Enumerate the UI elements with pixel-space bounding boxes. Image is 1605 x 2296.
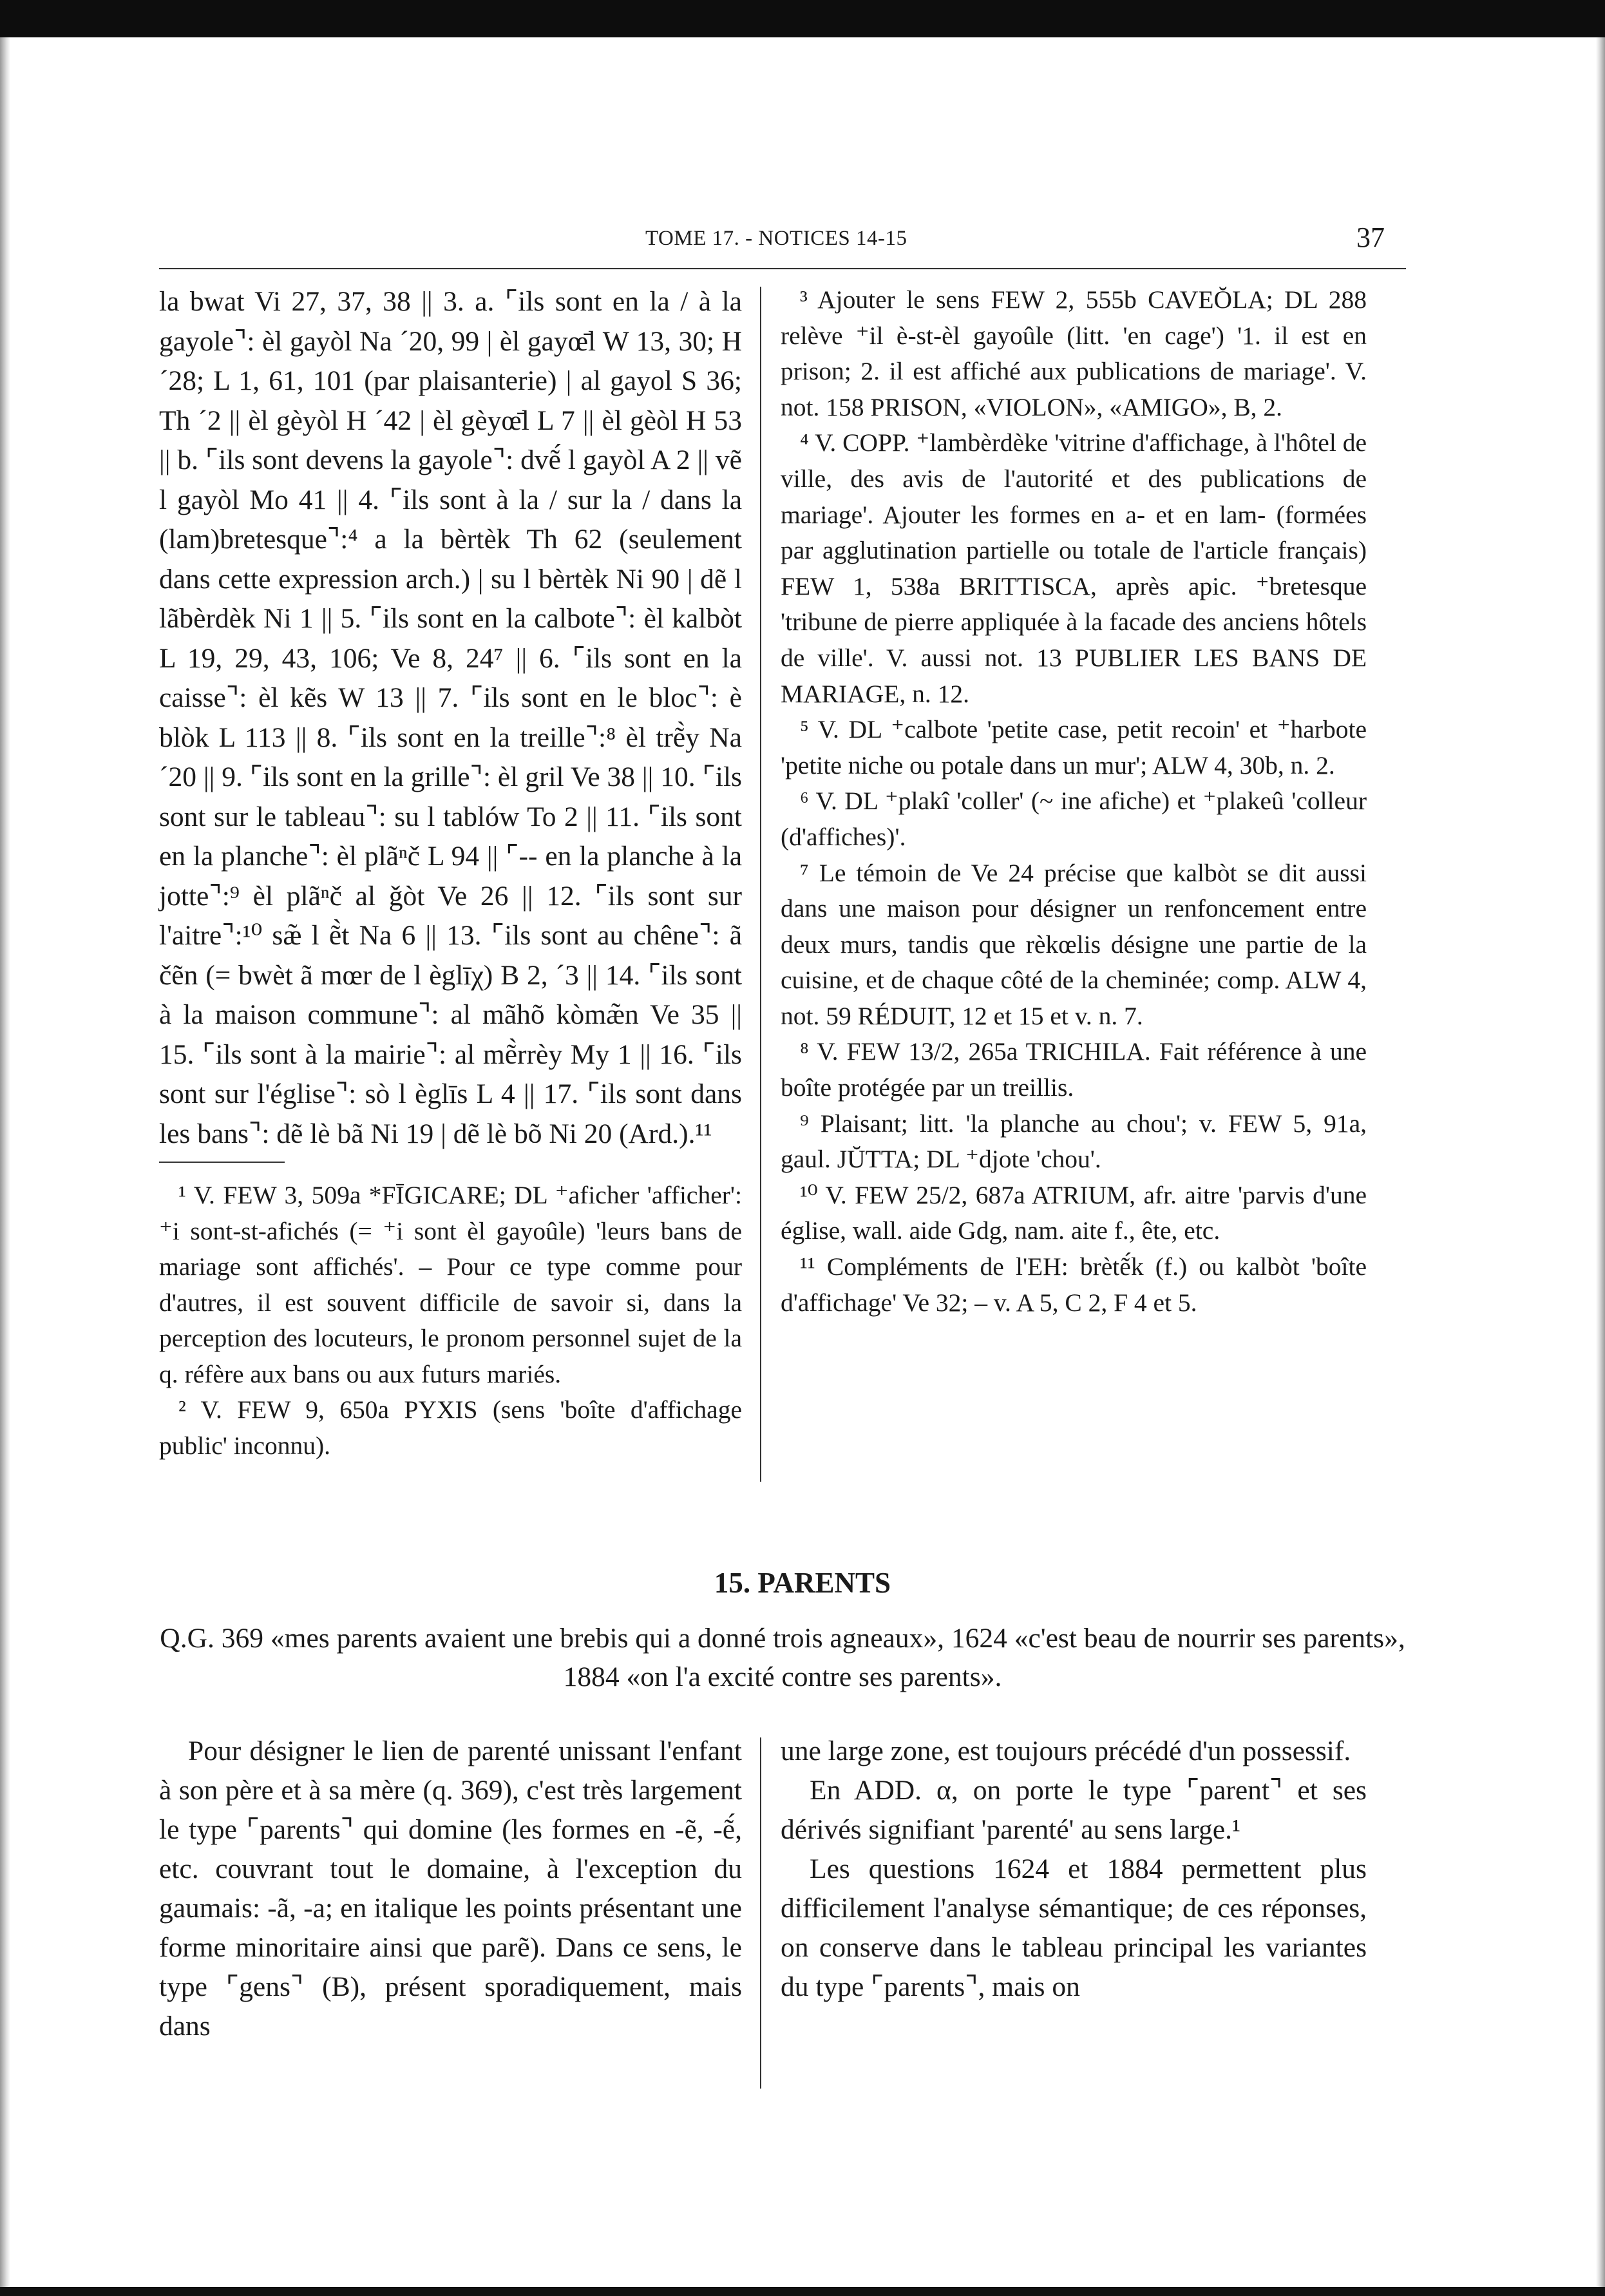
footnote-9: ⁹ Plaisant; litt. 'la planche au chou'; v. FEW 5, 91a, gaul. JŬTTA; DL ⁺djote 'chou'. (781, 1109, 1367, 1174)
left-column (159, 282, 742, 1154)
section-left-column (159, 1732, 742, 2046)
header-rule (159, 268, 1406, 269)
page-number: 37 (1356, 222, 1385, 253)
footnote-6: ⁶ V. DL ⁺plakî 'coller' (~ ine afiche) et ⁺plakeû 'colleur (d'affiches)'. (781, 787, 1367, 851)
footnote-8: ⁸ V. FEW 13/2, 265a TRICHILA. Fait référence à une boîte protégée par un treillis. (781, 1037, 1367, 1102)
section-paragraph-1-continuation: une large zone, est toujours précédé d'un possessif. (781, 1736, 1351, 1766)
scan-border-bottom (0, 2287, 1605, 2296)
footnote-rule (159, 1162, 285, 1163)
scan-border-right (1596, 37, 1605, 2287)
right-column-notes (781, 282, 1367, 1321)
footnote-11: ¹¹ Compléments de l'EH: brètẽ́k (f.) ou kalbòt 'boîte d'affichage' Ve 32; – v. A 5, C 2, F 4 et 5. (781, 1252, 1367, 1317)
section-paragraph-3: Les questions 1624 et 1884 permettent plus difficilement l'analyse sémantique; de ces réponses, on conserve dans le tableau principal les variantes du type ⌜parents⌝, mais on (781, 1853, 1367, 2002)
section-right-column (781, 1732, 1367, 2007)
section-paragraph-2: En ADD. α, on porte le type ⌜parent⌝ et ses dérivés signifiant 'parenté' au sens large.¹ (781, 1775, 1367, 1845)
scan-border-left (0, 37, 10, 2287)
column-divider (760, 287, 761, 1482)
footnote-1: ¹ V. FEW 3, 509a *FĪGICARE; DL ⁺aficher 'afficher': ⁺i sont-st-afichés (= ⁺i sont èl gayoûle) 'leurs bans de mariage sont affichés'. – Pour ce type comme pour d'autres, il est souvent difficile de savoir si, dans la perception des locuteurs, le pronom personnel sujet de la q. réfère aux bans ou aux futurs mariés. (159, 1181, 742, 1388)
footnote-5: ⁵ V. DL ⁺calbote 'petite case, petit recoin' et ⁺harbote 'petite niche ou potale dans un mur'; ALW 4, 30b, n. 2. (781, 715, 1367, 780)
footnote-4: ⁴ V. COPP. ⁺lambèrdèke 'vitrine d'affichage, à l'hôtel de ville, des avis de l'autorité et des publications de mariage'. Ajouter les formes en a- et en lam- (formées par agglutination partielle ou totale de l'article français) FEW 1, 538a BRITTISCA, après apic. ⁺bretesque 'tribune de pierre appliquée à la facade des anciens hôtels de ville'. V. aussi not. 13 PUBLIER LES BANS DE MARIAGE, n. 12. (781, 428, 1367, 708)
section-column-divider (760, 1737, 761, 2089)
left-column-text: la bwat Vi 27, 37, 38 || 3. a. ⌜ils sont en la / à la gayole⌝: èl gayòl Na ´20, 99 | èl gayœ̄l W 13, 30; H ´28; L 1, 61, 101 (par plaisanterie) | al gayol S 36; Th ´2 || èl gèyòl H ´42 | èl gèyœ̄l L 7 || èl gèòl H 53 || b. ⌜ils sont devens la gayole⌝: dvẽ́ l gayòl A 2 || vẽ l gayòl Mo 41 || 4. ⌜ils sont à la / sur la / dans la (lam)bretesque⌝:⁴ a la bèrtèk Th 62 (seulement dans cette expression arch.) | su l bèrtèk Ni 90 | dẽ l lãbèrdèk Ni 1 || 5. ⌜ils sont en la calbote⌝: èl kalbòt L 19, 29, 43, 106; Ve 8, 24⁷ || 6. ⌜ils sont en la caisse⌝: èl kẽs W 13 || 7. ⌜ils sont en le bloc⌝: è blòk L 113 || 8. ⌜ils sont en la treille⌝:⁸ èl trẽ̀y Na ´20 || 9. ⌜ils sont en la grille⌝: èl gril Ve 38 || 10. ⌜ils sont sur le tableau⌝: su l tablów To 2 || 11. ⌜ils sont en la planche⌝: èl plãⁿč L 94 || ⌜-- en la planche à la jotte⌝:⁹ èl plãⁿč al ǧòt Ve 26 || 12. ⌜ils sont sur l'aitre⌝:¹⁰ sæ̃ l ẽ̀t Na 6 || 13. ⌜ils sont au chêne⌝: ã čẽn (= bwèt ã mœr de l èglīχ) B 2, ´3 || 14. ⌜ils sont à la maison commune⌝: al mãhõ kòmæ̃n Ve 35 || 15. ⌜ils sont à la mairie⌝: al mẽ̀rrèy My 1 || 16. ⌜ils sont sur l'église⌝: sò l èglīs L 4 || 17. ⌜ils sont dans les bans⌝: dẽ lè bã Ni 19 | dẽ lè bõ Ni 20 (Ard.).¹¹ (159, 286, 742, 1149)
footnote-7: ⁷ Le témoin de Ve 24 précise que kalbòt se dit aussi dans une maison pour désigner un renfoncement entre deux murs, tandis que rèkœlis désigne une partie de la cuisine, et de chaque côté de la cheminée; comp. ALW 4, not. 59 RÉDUIT, 12 et 15 et v. n. 7. (781, 858, 1367, 1030)
running-head: TOME 17. - NOTICES 14-15 (645, 227, 907, 250)
left-footnotes (159, 1178, 742, 1464)
footnote-2: ² V. FEW 9, 650a PYXIS (sens 'boîte d'affichage public' inconnu). (159, 1395, 742, 1460)
section-title: 15. PARENTS (714, 1567, 891, 1599)
footnote-10: ¹⁰ V. FEW 25/2, 687a ATRIUM, afr. aitre 'parvis d'une église, wall. aide Gdg, nam. aite f., ête, etc. (781, 1180, 1367, 1245)
scan-border-top (0, 0, 1605, 37)
section-paragraph-1: Pour désigner le lien de parenté unissant l'enfant à son père et à sa mère (q. 369), c'est très largement le type ⌜parents⌝ qui domine (les formes en -ẽ, -ẽ́, etc. couvrant tout le domaine, à l'exception du gaumais: -ã, -a; en italique les points présentant une forme minoritaire ainsi que parẽ). Dans ce sens, le type ⌜gens⌝ (B), présent sporadiquement, mais dans (159, 1736, 742, 2042)
footnote-3: ³ Ajouter le sens FEW 2, 555b CAVEŎLA; DL 288 relève ⁺il è-st-èl gayoûle (litt. 'en cage') '1. il est en prison; 2. il est affiché aux publications de mariage'. V. not. 158 PRISON, «VIOLON», «AMIGO», B, 2. (781, 285, 1367, 421)
section-intro: Q.G. 369 «mes parents avaient une brebis qui a donné trois agneaux», 1624 «c'est beau de nourrir ses parents», 1884 «on l'a excité contre ses parents». (160, 1623, 1405, 1692)
